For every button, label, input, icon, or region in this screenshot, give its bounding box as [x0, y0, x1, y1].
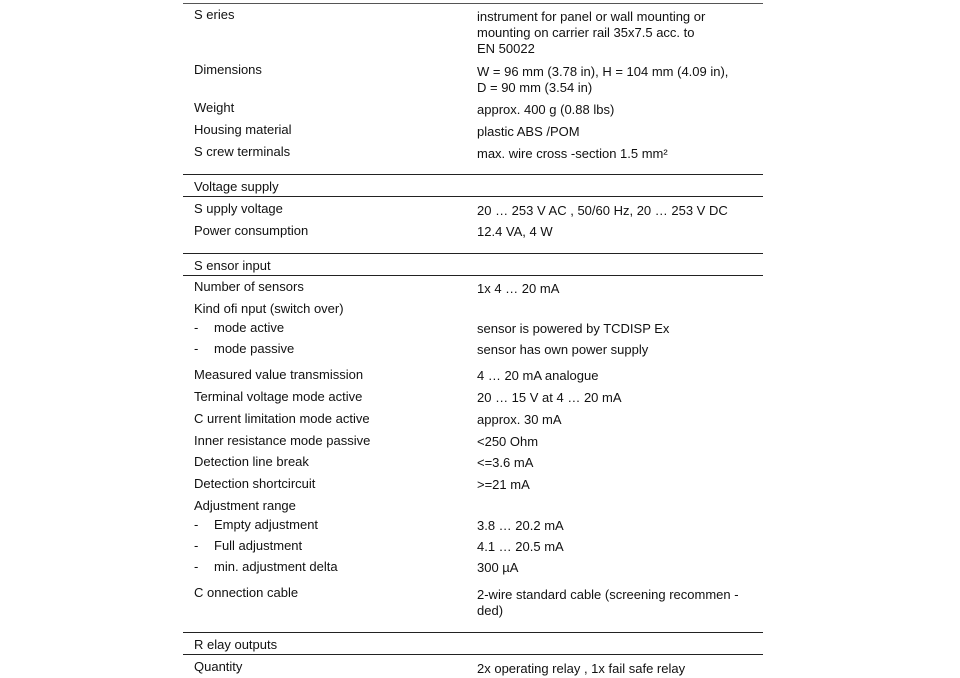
connection-cable-value: 2-wire standard cable (screening recommen - ded)	[477, 587, 739, 618]
relay-outputs-heading: R elay outputs	[194, 637, 278, 652]
dimensions-label: Dimensions	[194, 62, 262, 77]
mode-passive-value: sensor has own power supply	[477, 342, 649, 357]
inner-resistance-value: <250 Ohm	[477, 434, 539, 449]
quantity-label: Quantity	[194, 659, 243, 674]
power-consumption-value: 12.4 VA, 4 W	[477, 224, 553, 239]
current-limitation-label: C urrent limitation mode active	[194, 411, 370, 426]
sensor-input-heading: S ensor input	[194, 258, 271, 273]
line-break-value: <=3.6 mA	[477, 455, 534, 470]
screw-value: max. wire cross -section 1.5 mm²	[477, 146, 668, 161]
min-adjustment-delta-label: - min. adjustment delta	[194, 559, 338, 574]
voltage-supply-heading: Voltage supply	[194, 179, 279, 194]
dimensions-value: W = 96 mm (3.78 in), H = 104 mm (4.09 in), D = 90 mm (3.54 in)	[477, 64, 729, 95]
current-limitation-value: approx. 30 mA	[477, 412, 562, 427]
adjustment-range-label: Adjustment range	[194, 498, 296, 513]
inner-resistance-label: Inner resistance mode passive	[194, 433, 371, 448]
mode-passive-label: - mode passive	[194, 341, 295, 356]
housing-value: plastic ABS /POM	[477, 124, 580, 139]
empty-adjustment-value: 3.8 … 20.2 mA	[477, 518, 564, 533]
top-rule	[183, 3, 763, 4]
terminal-voltage-label: Terminal voltage mode active	[194, 389, 363, 404]
full-adjustment-value: 4.1 … 20.5 mA	[477, 539, 564, 554]
connection-cable-label: C onnection cable	[194, 585, 299, 600]
series-value: instrument for panel or wall mounting or mounting on carrier rail 35x7.5 acc. to EN 50022	[477, 9, 706, 56]
voltage-rule-bottom	[183, 196, 763, 197]
housing-label: Housing material	[194, 122, 292, 137]
sensor-rule-top	[183, 253, 763, 254]
number-sensors-value: 1x 4 … 20 mA	[477, 281, 560, 296]
supply-voltage-label: S upply voltage	[194, 201, 283, 216]
weight-label: Weight	[194, 100, 235, 115]
supply-voltage-value: 20 … 253 V AC , 50/60 Hz, 20 … 253 V DC	[477, 203, 728, 218]
number-sensors-label: Number of sensors	[194, 279, 304, 294]
measured-value-value: 4 … 20 mA analogue	[477, 368, 599, 383]
weight-value: approx. 400 g (0.88 lbs)	[477, 102, 615, 117]
shortcircuit-label: Detection shortcircuit	[194, 476, 316, 491]
empty-adjustment-label: - Empty adjustment	[194, 517, 319, 532]
min-adjustment-delta-value: 300 µA	[477, 560, 519, 575]
relay-rule-top	[183, 632, 763, 633]
series-label: S eries	[194, 7, 235, 22]
measured-value-label: Measured value transmission	[194, 367, 364, 382]
mode-active-value: sensor is powered by TCDISP Ex	[477, 321, 670, 336]
quantity-value: 2x operating relay , 1x fail safe relay	[477, 661, 686, 676]
power-consumption-label: Power consumption	[194, 223, 309, 238]
line-break-label: Detection line break	[194, 454, 309, 469]
relay-rule-bottom	[183, 654, 763, 655]
mode-active-label: - mode active	[194, 320, 285, 335]
screw-label: S crew terminals	[194, 144, 291, 159]
full-adjustment-label: - Full adjustment	[194, 538, 303, 553]
terminal-voltage-value: 20 … 15 V at 4 … 20 mA	[477, 390, 622, 405]
sensor-rule-bottom	[183, 275, 763, 276]
shortcircuit-value: >=21 mA	[477, 477, 530, 492]
kind-input-label: Kind ofi nput (switch over)	[194, 301, 344, 316]
voltage-rule-top	[183, 174, 763, 175]
